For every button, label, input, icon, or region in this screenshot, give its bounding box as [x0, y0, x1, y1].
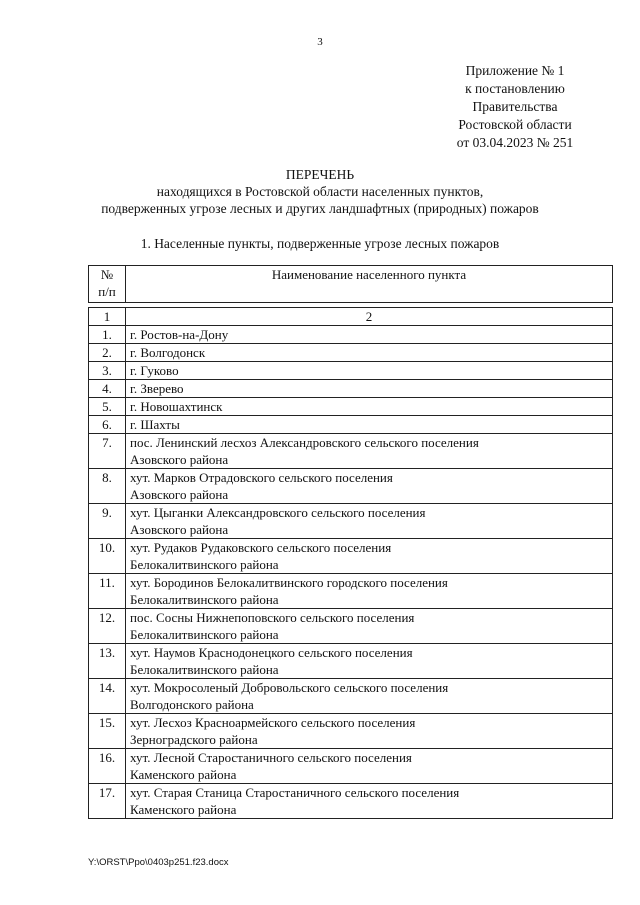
row-number: 14. — [89, 679, 126, 714]
header-name-cell: Наименование населенного пункта — [126, 266, 613, 303]
settlement-name-line: пос. Сосны Нижнепоповского сельского поселения — [130, 610, 415, 625]
document-title: ПЕРЕЧЕНЬ — [285, 167, 355, 182]
row-number: 6. — [89, 416, 126, 434]
settlement-name-line: хут. Наумов Краснодонецкого сельского поселения — [130, 645, 413, 660]
column-number-row — [89, 308, 613, 326]
subtitle-line: находящихся в Ростовской области населенных пунктов, — [156, 184, 484, 199]
settlement-name-line: Каменского района — [130, 767, 237, 782]
table-row — [89, 784, 613, 819]
table-row — [89, 434, 613, 469]
settlement-name — [126, 609, 613, 644]
row-number: 2. — [89, 344, 126, 362]
settlement-name — [126, 469, 613, 504]
settlement-name-line: Каменского района — [130, 802, 237, 817]
settlement-name — [126, 749, 613, 784]
settlement-name-line: г. Волгодонск — [130, 345, 206, 360]
settlement-name — [126, 784, 613, 819]
appendix-line: от 03.04.2023 № 251 — [456, 135, 574, 150]
settlement-name-line: хут. Старая Станица Старостаничного сельского поселения — [130, 785, 460, 800]
settlement-name-line: хут. Лесной Старостаничного сельского поселения — [130, 750, 412, 765]
table-row — [89, 504, 613, 539]
appendix-line: Приложение № 1 — [465, 63, 565, 78]
row-number: 12. — [89, 609, 126, 644]
settlement-name-line: Зерноградского района — [130, 732, 258, 747]
settlement-name-line: пос. Ленинский лесхоз Александровского сельского поселения — [130, 435, 479, 450]
settlement-name-line: Белокалитвинского района — [130, 557, 279, 572]
document-subtitle — [0, 183, 640, 217]
row-number: 15. — [89, 714, 126, 749]
settlement-name-line: Азовского района — [130, 487, 229, 502]
page-number: 3 — [317, 36, 323, 48]
table-row — [89, 398, 613, 416]
settlement-name — [126, 326, 613, 344]
settlement-name-line: хут. Рудаков Рудаковского сельского поселения — [130, 540, 392, 555]
settlement-name-line: хут. Лесхоз Красноармейского сельского поселения — [130, 715, 416, 730]
appendix-line: Правительства — [472, 99, 558, 114]
table-row — [89, 539, 613, 574]
row-number: 7. — [89, 434, 126, 469]
table-row — [89, 749, 613, 784]
settlement-name — [126, 679, 613, 714]
settlement-name — [126, 434, 613, 469]
settlement-name — [126, 344, 613, 362]
settlement-name — [126, 416, 613, 434]
row-number: 10. — [89, 539, 126, 574]
table-header — [88, 265, 613, 303]
settlement-name — [126, 398, 613, 416]
row-number: 16. — [89, 749, 126, 784]
settlement-name — [126, 504, 613, 539]
row-number: 13. — [89, 644, 126, 679]
settlement-name — [126, 644, 613, 679]
settlement-name — [126, 362, 613, 380]
column-number: 2 — [126, 308, 613, 326]
settlement-name — [126, 714, 613, 749]
table-row — [89, 416, 613, 434]
settlement-name-line: г. Ростов-на-Дону — [130, 327, 229, 342]
column-number: 1 — [89, 308, 126, 326]
settlement-name-line: Волгодонского района — [130, 697, 254, 712]
row-number: 11. — [89, 574, 126, 609]
section-heading: 1. Населенные пункты, подверженные угрозе лесных пожаров — [140, 236, 500, 251]
table-row — [89, 644, 613, 679]
settlement-name-line: Азовского района — [130, 522, 229, 537]
settlement-name-line: г. Зверево — [130, 381, 184, 396]
header-num-cell — [89, 266, 126, 303]
settlement-name-line: хут. Цыганки Александровского сельского поселения — [130, 505, 426, 520]
table-row — [89, 469, 613, 504]
row-number: 4. — [89, 380, 126, 398]
settlements-table — [88, 307, 613, 819]
settlement-name-line: Белокалитвинского района — [130, 592, 279, 607]
table-row — [89, 679, 613, 714]
settlement-name — [126, 380, 613, 398]
row-number: 3. — [89, 362, 126, 380]
header-num-label: п/п — [98, 284, 116, 299]
row-number: 1. — [89, 326, 126, 344]
settlement-name-line: г. Новошахтинск — [130, 399, 223, 414]
appendix-line: Ростовской области — [458, 117, 572, 132]
appendix-block — [430, 62, 600, 152]
settlement-name-line: хут. Мокросоленый Добровольского сельского поселения — [130, 680, 449, 695]
settlement-name-line: хут. Марков Отрадовского сельского поселения — [130, 470, 393, 485]
row-number: 9. — [89, 504, 126, 539]
file-path-footer: Y:\ORST\Ppo\0403p251.f23.docx — [88, 857, 229, 868]
settlement-name-line: Азовского района — [130, 452, 229, 467]
table-row — [89, 380, 613, 398]
settlement-name — [126, 539, 613, 574]
settlement-name-line: хут. Бородинов Белокалитвинского городского поселения — [130, 575, 448, 590]
settlement-name-line: г. Гуково — [130, 363, 179, 378]
table-row — [89, 362, 613, 380]
appendix-line: к постановлению — [465, 81, 565, 96]
settlement-name — [126, 574, 613, 609]
table-row — [89, 344, 613, 362]
table-row — [89, 326, 613, 344]
header-num-label: № — [100, 267, 114, 282]
row-number: 8. — [89, 469, 126, 504]
settlement-name-line: г. Шахты — [130, 417, 180, 432]
table-row — [89, 574, 613, 609]
settlement-name-line: Белокалитвинского района — [130, 662, 279, 677]
row-number: 17. — [89, 784, 126, 819]
subtitle-line: подверженных угрозе лесных и других ландшафтных (природных) пожаров — [101, 201, 539, 216]
table-row — [89, 714, 613, 749]
settlement-name-line: Белокалитвинского района — [130, 627, 279, 642]
row-number: 5. — [89, 398, 126, 416]
table-row — [89, 609, 613, 644]
